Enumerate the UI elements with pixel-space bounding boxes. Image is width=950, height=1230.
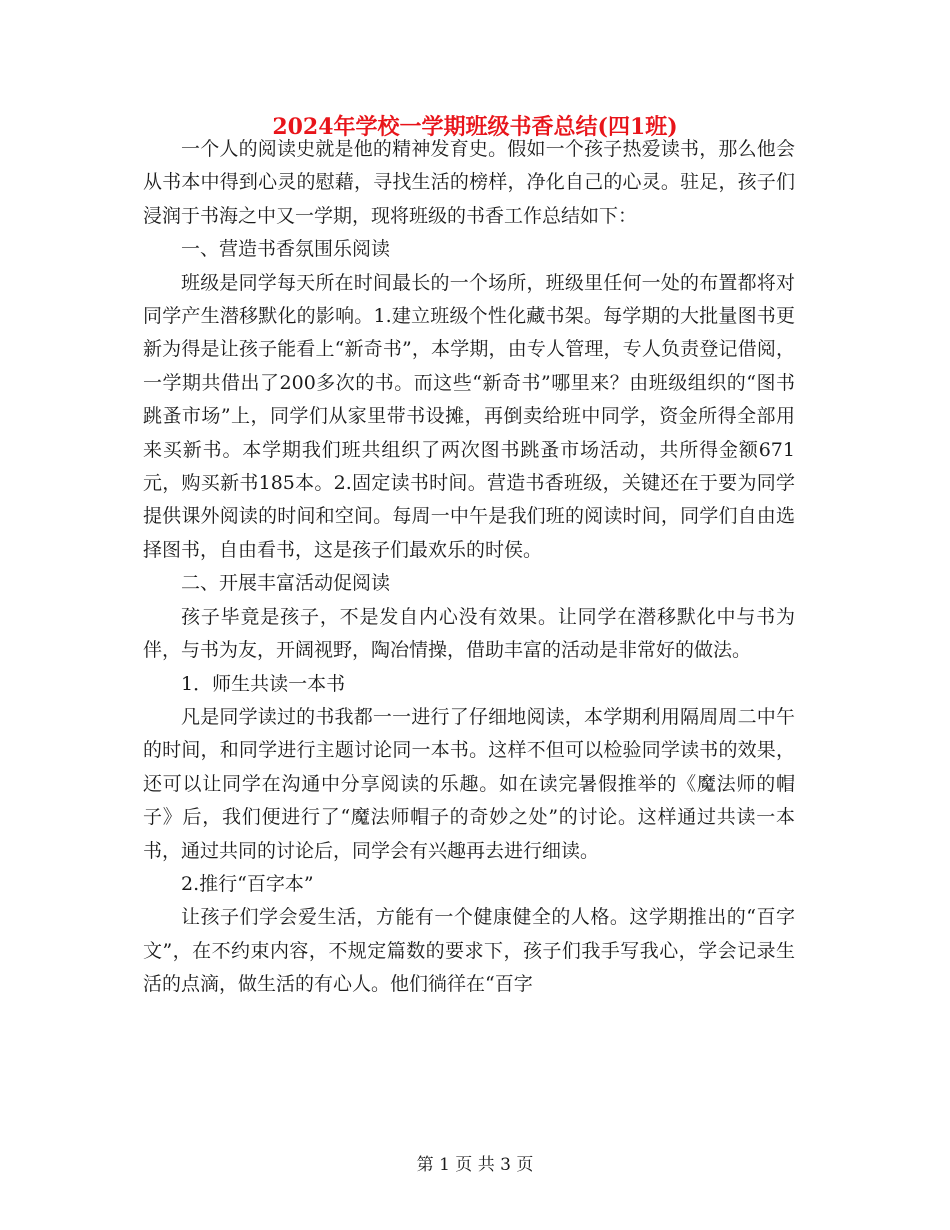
document-body <box>143 133 795 1002</box>
paragraph: 凡是同学读过的书我都一一进行了仔细地阅读，本学期利用隔周周二中午的时间，和同学进行主题讨论同一本书。这样不但可以检验同学读书的效果，还可以让同学在沟通中分享阅读的乐趣。如在读完暑假推举的《魔法师的帽子》后，我们便进行了“魔法师帽子的奇妙之处”的讨论。这样通过共读一本书，通过共同的讨论后，同学会有兴趣再去进行细读。 <box>143 705 795 862</box>
section-heading: 一、营造书香氛围乐阅读 <box>181 238 391 261</box>
paragraph: 孩子毕竟是孩子，不是发自内心没有效果。让同学在潜移默化中与书为伴，与书为友，开阔视野，陶冶情操，借助丰富的活动是非常好的做法。 <box>143 605 795 662</box>
paragraph: 班级是同学每天所在时间最长的一个场所，班级里任何一处的布置都将对同学产生潜移默化的影响。1.建立班级个性化藏书架。每学期的大批量图书更新为得是让孩子能看上“新奇书”，本学期，由专人管理，专人负责登记借阅，一学期共借出了200多次的书。而这些“新奇书”哪里来？由班级组织的“图书跳蚤市场”上，同学们从家里带书设摊，再倒卖给班中同学，资金所得全部用来买新书。本学期我们班共组织了两次图书跳蚤市场活动，共所得金额671元，购买新书185本。2.固定读书时间。营造书香班级，关键还在于要为同学提供课外阅读的时间和空间。每周一中午是我们班的阅读时间，同学们自由选择图书，自由看书，这是孩子们最欢乐的时侯。 <box>143 271 795 561</box>
section-heading: 二、开展丰富活动促阅读 <box>181 572 391 595</box>
document-title: 2024年学校一学期班级书香总结(四1班) <box>272 114 678 140</box>
paragraph: 一个人的阅读史就是他的精神发育史。假如一个孩子热爱读书，那么他会从书本中得到心灵的慰藉，寻找生活的榜样，净化自己的心灵。驻足，孩子们浸润于书海之中又一学期，现将班级的书香工作总结如下： <box>143 138 795 227</box>
paragraph: 让孩子们学会爱生活，方能有一个健康健全的人格。这学期推出的“百字文”，在不约束内容，不规定篇数的要求下，孩子们我手写我心，学会记录生活的点滴，做生活的有心人。他们徜徉在“百字 <box>143 906 795 996</box>
subsection-heading: 2.推行“百字本” <box>181 872 314 895</box>
page-footer: 第 1 页 共 3 页 <box>416 1155 534 1175</box>
subsection-heading: 1．师生共读一本书 <box>181 672 346 695</box>
